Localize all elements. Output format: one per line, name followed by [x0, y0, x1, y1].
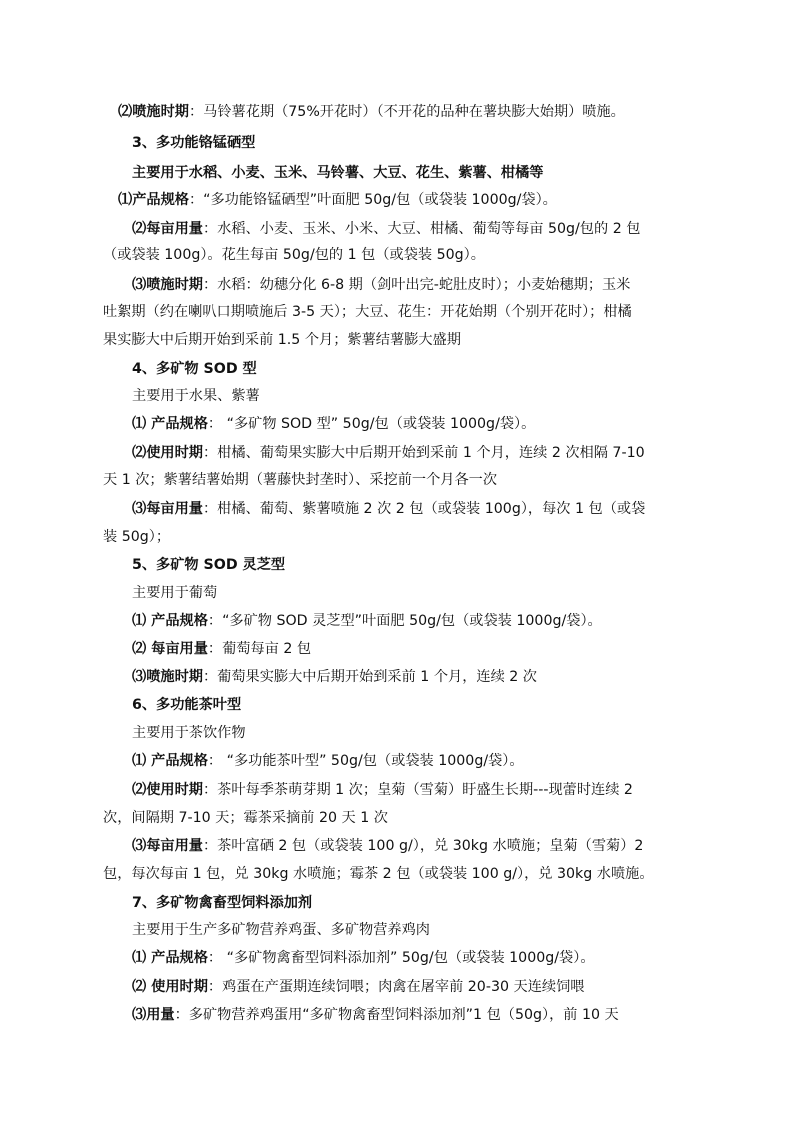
section-heading-3: 3、多功能铬锰硒型 — [132, 135, 256, 151]
section-7-spec: ⑴ 产品规格： “多矿物禽畜型饲料添加剂” 50g/包（或袋装 1000g/袋）。 — [132, 950, 595, 966]
section-7-usage: 主要用于生产多矿物营养鸡蛋、多矿物营养鸡肉 — [132, 922, 430, 938]
section-3-spec: ⑴产品规格：“多功能铬锰硒型”叶面肥 50g/包（或袋装 1000g/袋）。 — [118, 192, 557, 208]
section-4-period: ⑵使用时期：柑橘、葡萄果实膨大中后期开始到采前 1 个月，连续 2 次相隔 7-10 — [132, 445, 645, 461]
section-6-spec: ⑴ 产品规格： “多功能茶叶型” 50g/包（或袋装 1000g/袋）。 — [132, 753, 524, 769]
section-4-dosage: ⑶每亩用量：柑橘、葡萄、紫薯喷施 2 次 2 包（或袋装 100g），每次 1 包（或袋 — [132, 501, 646, 517]
section-6-dosage-cont: 包，每次每亩 1 包，兑 30kg 水喷施；霉茶 2 包（或袋装 100 g/），兑 30kg 水喷施。 — [103, 866, 654, 882]
section-5-spec: ⑴ 产品规格：“多矿物 SOD 灵芝型”叶面肥 50g/包（或袋装 1000g/袋）。 — [132, 613, 602, 629]
section-3-dosage-cont: （或袋装 100g）。花生每亩 50g/包的 1 包（或袋装 50g）。 — [103, 247, 485, 263]
section-6-period-cont: 次，间隔期 7-10 天；霉茶采摘前 20 天 1 次 — [103, 810, 388, 826]
section-7-period: ⑵ 使用时期：鸡蛋在产蛋期连续饲喂；肉禽在屠宰前 20-30 天连续饲喂 — [132, 979, 585, 995]
section-4-usage: 主要用于水果、紫薯 — [132, 388, 260, 404]
section-7-dosage: ⑶用量：多矿物营养鸡蛋用“多矿物禽畜型饲料添加剂”1 包（50g），前 10 天 — [132, 1007, 619, 1023]
section-heading-6: 6、多功能茶叶型 — [132, 697, 242, 713]
section-heading-5: 5、多矿物 SOD 灵芝型 — [132, 557, 286, 573]
section-6-period: ⑵使用时期：茶叶每季茶萌芽期 1 次；皇菊（雪菊）盱盛生长期---现蕾时连续 2 — [132, 782, 633, 798]
spray-period-potato: ⑵喷施时期：马铃薯花期（75%开花时）（不开花的品种在薯块膨大始期）喷施。 — [118, 104, 625, 120]
section-4-period-cont: 天 1 次；紫薯结薯始期（薯藤快封垄时）、采挖前一个月各一次 — [103, 472, 498, 488]
section-3-period: ⑶喷施时期：水稻：幼穗分化 6-8 期（剑叶出完-蛇肚皮时）；小麦始穗期；玉米 — [132, 277, 631, 293]
section-3-dosage: ⑵每亩用量：水稻、小麦、玉米、小米、大豆、柑橘、葡萄等每亩 50g/包的 2 包 — [132, 221, 641, 237]
section-5-dosage: ⑵ 每亩用量：葡萄每亩 2 包 — [132, 641, 312, 657]
section-5-period: ⑶喷施时期：葡萄果实膨大中后期开始到采前 1 个月，连续 2 次 — [132, 669, 537, 685]
section-heading-4: 4、多矿物 SOD 型 — [132, 361, 257, 377]
section-4-dosage-cont: 装 50g）； — [103, 529, 171, 545]
section-heading-7: 7、多矿物禽畜型饲料添加剂 — [132, 895, 313, 911]
section-3-usage: 主要用于水稻、小麦、玉米、马铃薯、大豆、花生、紫薯、柑橘等 — [132, 165, 544, 181]
section-6-dosage: ⑶每亩用量：茶叶富硒 2 包（或袋装 100 g/），兑 30kg 水喷施；皇菊（雪菊）2 — [132, 838, 644, 854]
section-3-period-cont-1: 吐絮期（约在喇叭口期喷施后 3-5 天）；大豆、花生：开花始期（个别开花时）；柑橘 — [103, 304, 632, 320]
section-4-spec: ⑴ 产品规格： “多矿物 SOD 型” 50g/包（或袋装 1000g/袋）。 — [132, 416, 536, 432]
section-5-usage: 主要用于葡萄 — [132, 585, 218, 601]
section-3-period-cont-2: 果实膨大中后期开始到采前 1.5 个月；紫薯结薯膨大盛期 — [103, 332, 461, 348]
section-6-usage: 主要用于茶饮作物 — [132, 725, 246, 741]
